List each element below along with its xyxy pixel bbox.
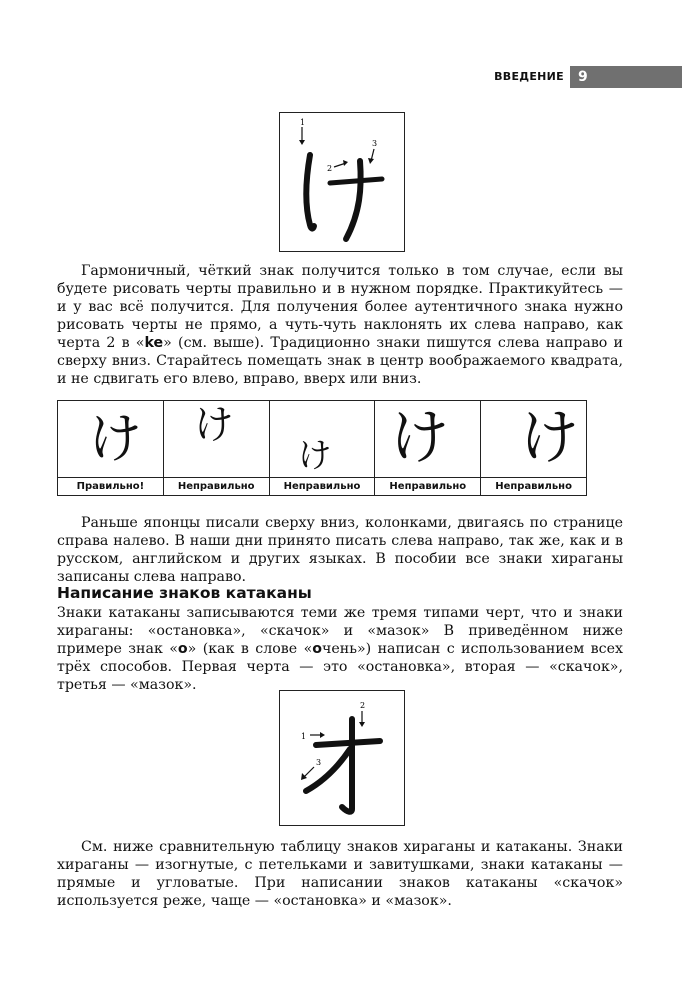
ke-stroke-order-figure <box>279 112 405 252</box>
o-stroke-number-1: 1 <box>301 732 307 741</box>
running-header <box>464 66 682 88</box>
o-stroke-2 <box>342 719 352 812</box>
sample-caption-2: Неправильно <box>164 477 269 495</box>
ke-stroke-2 <box>330 179 382 183</box>
sample-cell-incorrect-bottom <box>270 401 376 495</box>
bold-o-1: o <box>177 641 188 657</box>
sample-cell-incorrect-left <box>375 401 481 495</box>
sample-glyph-4: け <box>389 403 450 473</box>
o-stroke-number-3: 3 <box>316 758 322 767</box>
page-number-tab <box>570 66 682 88</box>
paragraph-writing-direction: Раньше японцы писали сверху вниз, колонками, двигаясь по странице справа налево. В наши дни принято писать слева направо, так же, как и в русском, английском и других языках. В пособии все знаки хираганы записаны слева направо. <box>57 515 623 585</box>
arrow-o-3 <box>304 767 314 777</box>
paragraph-katakana-strokes: Знаки катаканы записываются теми же тремя типами черт, что и знаки хираганы: «остановка», «скачок» и «мазок» В приведённом ниже примере знак «o» (как в слове «oчень») написан с использованием всех трёх способов. Первая черта — это «остановка», вторая — «скачок», третья — «мазок». <box>57 605 623 693</box>
header-title: ВВЕДЕНИЕ <box>494 70 564 83</box>
page-number: 9 <box>578 69 588 85</box>
bold-ke: ke <box>144 335 164 351</box>
sample-glyph-3: け <box>297 436 332 476</box>
paragraph-stroke-advice: Гармоничный, чёткий знак получится только в том случае, если вы будете рисовать черты правильно и в нужном порядке. Практикуйтесь — и у вас всё получится. Для получения более аутентичного знака нужно рисовать черты не прямо, а чуть-чуть наклонять их слева направо, как черта 2 в «ke» (см. выше). Традиционно знаки пишутся слева направо и сверху вниз. Старайтесь помещать знак в центр воображаемого квадрата, и не сдвигать его влево, вправо, вверх или вниз. <box>57 263 623 387</box>
sample-glyph-1: け <box>88 407 142 470</box>
bold-o-2: o <box>312 641 323 657</box>
o-stroke-order-figure <box>279 690 405 826</box>
ke-stroke-3 <box>346 161 361 239</box>
sample-caption-1: Правильно! <box>58 477 163 495</box>
sample-cell-correct <box>58 401 164 495</box>
sample-glyph-2: け <box>193 402 234 448</box>
sample-caption-3: Неправильно <box>270 477 375 495</box>
stroke-number-3: 3 <box>372 139 378 148</box>
ke-stroke-1 <box>306 155 314 229</box>
sample-caption-4: Неправильно <box>375 477 480 495</box>
o-stroke-number-2: 2 <box>360 701 366 710</box>
ke-stroke-order-diagram <box>280 113 404 251</box>
stroke-number-2: 2 <box>327 164 333 173</box>
paragraph-comparison: См. ниже сравнительную таблицу знаков хираганы и катаканы. Знаки хираганы — изогнутые, с петельками и завитушками, знаки катаканы — прямые и угловатые. При написании знаков катаканы «скачок» используется реже, чаще — «остановка» и «мазок». <box>57 839 623 909</box>
section-title: Написание знаков катаканы <box>57 584 312 602</box>
sample-cell-incorrect-top <box>164 401 270 495</box>
sample-glyph-5: け <box>519 403 580 473</box>
glyph-placement-table <box>57 400 587 496</box>
sample-cell-incorrect-right <box>481 401 586 495</box>
o-stroke-order-diagram <box>280 691 404 825</box>
stroke-number-1: 1 <box>300 118 306 127</box>
o-stroke-1 <box>316 741 380 745</box>
o-stroke-3 <box>306 749 350 791</box>
sample-caption-5: Неправильно <box>481 477 586 495</box>
